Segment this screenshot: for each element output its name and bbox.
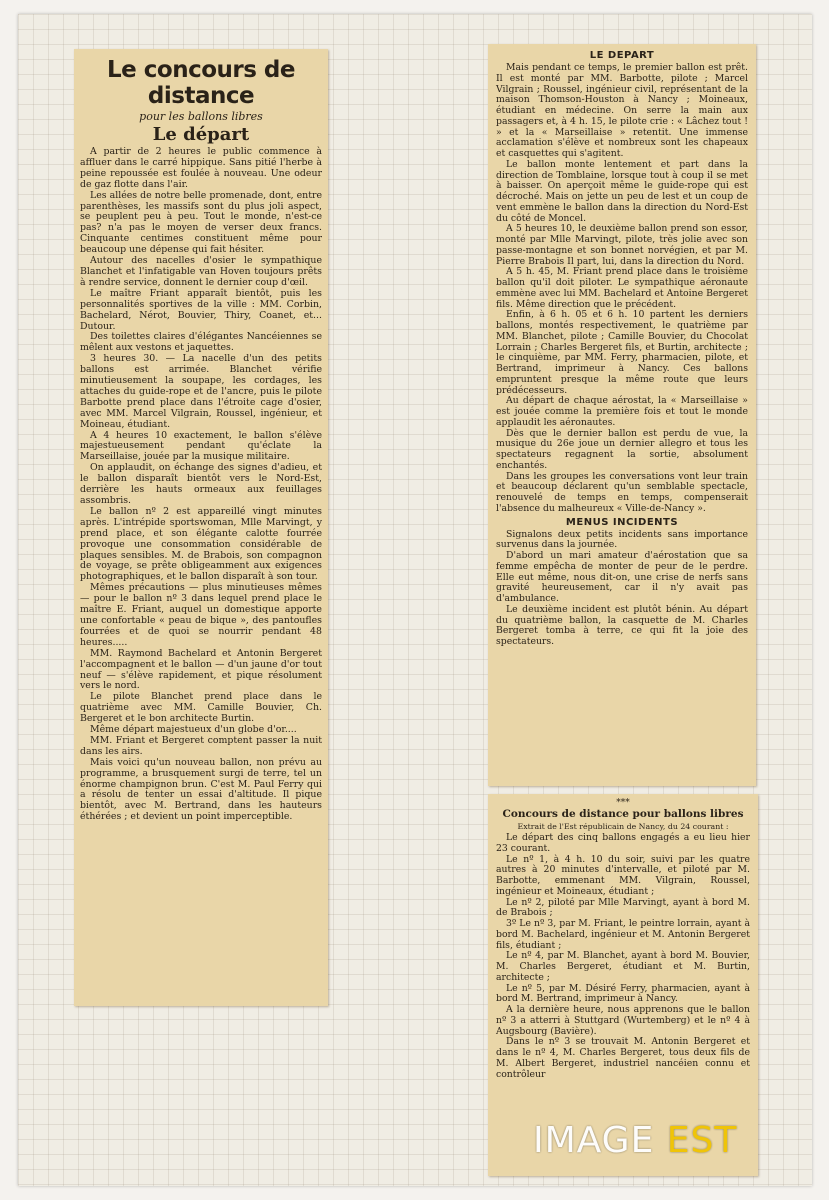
article-title: Le concours de distance [107, 57, 295, 109]
paragraph: Le deuxième incident est plutôt bénin. Au départ du quatrième ballon, la casquette de M. Charles Bergeret tomba à terre, ce qui fit la joie des spectateurs. [496, 603, 748, 647]
paragraph: Le départ des cinq ballons engagés a eu lieu hier 23 courant. [496, 832, 750, 854]
paragraph: Dans les groupes les conversations vont leur train et beaucoup déclarent qu'un semblable spectacle, renouvelé de temps en temps, compenserait l'absence du malheureux « Ville-de-Nancy ». [496, 470, 748, 514]
article-body [80, 147, 322, 823]
paragraph: Le nº 2, piloté par Mlle Marvingt, ayant à bord M. de Brabois ; [496, 896, 750, 919]
article-body [496, 833, 750, 1080]
paragraph: MM. Raymond Bachelard et Antonin Bergeret l'accompagnent et le ballon — d'un jaune d'or tout neuf — s'élève rapidement, et pique résolument vers le nord. [80, 647, 322, 692]
article-subtitle: pour les ballons libres [139, 110, 263, 123]
paragraph: D'abord un mari amateur d'aérostation que sa femme empêcha de monter de peur de le perdre. Elle eut même, nous dit-on, une crise de nerfs sans gravité heureusement, car il n'y avait pas d'ambulance. [496, 550, 748, 604]
paragraph: Le nº 4, par M. Blanchet, ayant à bord M. Bouvier, M. Charles Bergeret, étudiant et M. Burtin, architecte ; [496, 950, 750, 983]
watermark-logo [533, 1120, 737, 1161]
paragraph: A 4 heures 10 exactement, le ballon s'élève majestueusement pendant qu'éclate la Marseillaise, jouée par la musique militaire. [80, 429, 322, 463]
paragraph: Même départ majestueux d'un globe d'or.... [90, 724, 297, 736]
article-title: Concours de distance pour ballons libres [502, 808, 744, 820]
paragraph: 3º Le nº 3, par M. Friant, le peintre lorrain, ayant à bord M. Bachelard, ingénieur et M. Antonin Bergeret fils, étudiant ; [496, 918, 750, 951]
section-body-depart [496, 63, 748, 515]
paragraph: Le maître Friant apparaît bientôt, puis les personnalités sportives de la ville : MM. Corbin, Bachelard, Nérot, Bouvier, Thiry, Coanet, et... Dutour. [80, 287, 322, 332]
paragraph: Les allées de notre belle promenade, dont, entre parenthèses, les massifs sont du plus joli aspect, se peuplent peu à peu. Tout le monde, n'est-ce pas? n'a pas le moyen de verser deux francs. Cinquante centimes constituent même pour beaucoup une dépense qui fait hésiter. [80, 189, 322, 256]
paragraph: Mêmes précautions — plus minutieuses mêmes — pour le ballon nº 3 dans lequel prend place le maître E. Friant, auquel un domestique apporte une confortable « peau de bique », des pantoufles fourrées et de quoi se nourrir pendant 48 heures..... [80, 582, 322, 648]
paragraph: Signalons deux petits incidents sans importance survenus dans la journée. [496, 528, 748, 551]
newspaper-clipping-left [74, 49, 328, 1006]
paragraph: A 5 heures 10, le deuxième ballon prend son essor, monté par Mlle Marvingt, pilote, très jolie avec son passe-montagne et son bonnet norvégien, et par M. Pierre Brabois Il part, lui, dans la direction du Nord. [496, 223, 748, 267]
paragraph: Le pilote Blanchet prend place dans le quatrième avec MM. Camille Bouvier, Ch. Bergeret et le bon architecte Burtin. [80, 691, 322, 725]
paragraph: A 5 h. 45, M. Friant prend place dans le troisième ballon qu'il doit piloter. Le sympathique aéronaute emmène avec lui MM. Bachelard et Antoine Bergeret fils. Même direction que le précédent. [496, 266, 748, 310]
watermark-text-part1: IMAGE [533, 1120, 655, 1161]
paragraph: A la dernière heure, nous apprenons que le ballon nº 3 a atterri à Stuttgard (Wurtemberg) et le nº 4 à Augsbourg (Bavière). [496, 1004, 750, 1037]
paragraph: Au départ de chaque aérostat, la « Marseillaise » est jouée comme la première fois et tout le monde applaudit les aéronautes. [496, 395, 748, 428]
article-heading: Le départ [152, 124, 250, 145]
paragraph: Dès que le dernier ballon est perdu de vue, la musique du 26e joue un dernier allegro et tous les spectateurs regagnent la sortie, absolument enchantés. [496, 427, 748, 471]
paragraph: Enfin, à 6 h. 05 et 6 h. 10 partent les derniers ballons, montés respectivement, le quatrième par MM. Blanchet, pilote ; Camille Bouvier, du Chocolat Lorrain ; Charles Bergeret fils, et Burtin, architecte ; le cinquième, par MM. Ferry, pharmacien, pilote, et Bertrand, imprimeur à Nancy. Ces ballons empruntent presque la même route que leurs prédécesseurs. [496, 309, 748, 396]
section-heading-incidents: MENUS INCIDENTS [565, 516, 679, 528]
paragraph: 3 heures 30. — La nacelle d'un des petits ballons est arrimée. Blanchet vérifie minutieusement la soupape, les cordages, les attaches du guide-rope et de l'ancre, puis le pilote Barbotte prend place dans l'étroite cage d'osier, avec MM. Marcel Vilgrain, Roussel, ingénieur, et Moineau, étudiant. [80, 353, 322, 430]
paragraph: Des toilettes claires d'élégantes Nancéiennes se mêlent aux vestons et jaquettes. [80, 331, 322, 354]
paragraph: Mais pendant ce temps, le premier ballon est prêt. Il est monté par MM. Barbotte, pilote ; Marcel Vilgrain ; Roussel, ingénieur civil, représentant de la maison Thomson-Houston à Nancy ; Moineaux, étudiant en médecine. On serre la main aux passagers et, à 4 h. 15, le pilote crie : « Lâchez tout ! » et la « Marseillaise » retentit. Une immense acclamation s'élève et nombreux sont les chapeaux et casquettes qui s'agitent. [496, 62, 748, 159]
watermark-text-part2: EST [666, 1120, 738, 1161]
section-heading-depart: LE DEPART [589, 50, 655, 61]
paragraph: Mais voici qu'un nouveau ballon, non prévu au programme, a brusquement surgi de terre, tel un énorme champignon brun. C'est M. Paul Ferry qui a résolu de tenter un essai d'altitude. Il pique bientôt, avec M. Bertrand, dans les hauteurs éthérées ; et devient un point imperceptible. [80, 756, 322, 823]
paragraph: A partir de 2 heures le public commence à affluer dans le carré hippique. Sans pitié l'herbe à peine repoussée est foulée à nouveau. Une odeur de gaz flotte dans l'air. [80, 146, 322, 190]
paragraph: On applaudit, on échange des signes d'adieu, et le ballon disparaît bientôt vers le Nord-Est, derrière les hauts ormeaux aux feuillages assombris. [80, 462, 322, 506]
paragraph: Dans le nº 3 se trouvait M. Antonin Bergeret et dans le nº 4, M. Charles Bergeret, tous deux fils de M. Albert Bergeret, industriel nancéien connu et contrôleur [496, 1036, 750, 1080]
extract-note: Extrait de l'Est républicain de Nancy, du 24 courant : [517, 822, 729, 831]
paragraph: Le ballon monte lentement et part dans la direction de Tomblaine, lorsque tout à coup il se met à baisser. On aperçoit même le guide-rope qui est décroché. Mais on jette un peu de lest et un coup de vent emmène le ballon dans la direction du Nord-Est du côté de Moncel. [496, 158, 748, 224]
section-body-incidents [496, 530, 748, 648]
paragraph: MM. Friant et Bergeret comptent passer la nuit dans les airs. [80, 734, 322, 757]
paragraph: Le nº 1, à 4 h. 10 du soir, suivi par les quatre autres à 20 minutes d'intervalle, et piloté par M. Barbotte, emmenant MM. Vilgrain, Roussel, ingénieur et Moineaux, étudiant ; [496, 853, 750, 897]
scrapbook-page [18, 14, 812, 1186]
ornament-stars: *** [616, 798, 630, 808]
paragraph: Autour des nacelles d'osier le sympathique Blanchet et l'infatigable van Hoven toujours prêts à rendre service, donnent le dernier coup d'œil. [80, 255, 322, 288]
newspaper-clipping-right-top [488, 44, 756, 786]
newspaper-clipping-right-bottom [488, 794, 758, 1176]
paragraph: Le ballon nº 2 est appareillé vingt minutes après. L'intrépide sportswoman, Mlle Marvingt, y prend place, et son élégante calotte fourrée provoque une consommation considérable de plaques sensibles. M. de Brabois, son compagnon de voyage, se prête obligeamment aux exigences photographiques, et le ballon disparaît à son tour. [80, 505, 322, 583]
paragraph: Le nº 5, par M. Désiré Ferry, pharmacien, ayant à bord M. Bertrand, imprimeur à Nancy. [496, 982, 750, 1005]
